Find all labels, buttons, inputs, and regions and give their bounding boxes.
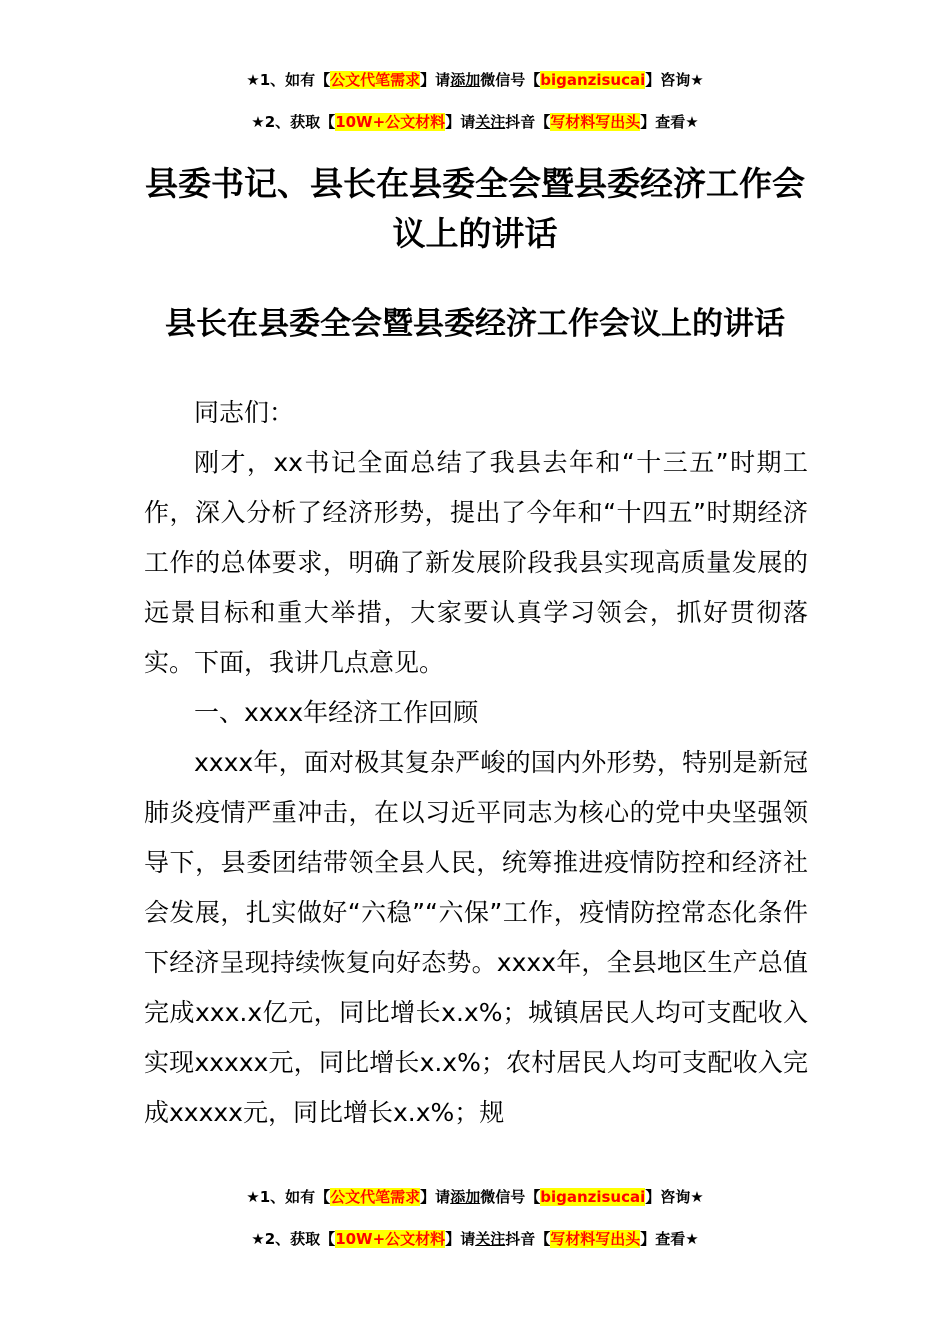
banner-text: 】请 <box>420 1188 451 1206</box>
banner-text: 】请 <box>445 1230 476 1248</box>
paragraph-intro: 刚才，xx书记全面总结了我县去年和“十三五”时期工作，深入分析了经济形势，提出了今年和“十四五”时期经济工作的总体要求，明确了新发展阶段我县实现高质量发展的远景目标和重大举措，大家要认真学习领会，抓好贯彻落实。下面，我讲几点意见。 <box>144 448 808 677</box>
banner-underlined-text: 添加 <box>450 1188 481 1206</box>
banner-text: ★2、获取【 <box>251 1230 336 1248</box>
header-banner-line-1 <box>0 70 950 90</box>
banner-highlight: 公文代笔需求 <box>330 71 421 89</box>
banner-text: 】请 <box>445 113 476 131</box>
banner-text: 微信号【 <box>480 71 541 89</box>
banner-highlight: 10W+公文材料 <box>335 1230 446 1248</box>
banner-underlined-text: 添加 <box>450 71 481 89</box>
document-body <box>144 388 808 1138</box>
banner-text: 】咨询★ <box>645 1188 704 1206</box>
footer-banner-line-2 <box>0 1229 950 1249</box>
paragraph-review: xxxx年，面对极其复杂严峻的国内外形势，特别是新冠肺炎疫情严重冲击，在以习近平同志为核心的党中央坚强领导下，县委团结带领全县人民，统筹推进疫情防控和经济社会发展，扎实做好“六稳”“六保”工作，疫情防控常态化条件下经济呈现持续恢复向好态势。xxxx年，全县地区生产总值完成xxx.x亿元，同比增长x.x%；城镇居民人均可支配收入实现xxxxx元，同比增长x.x%；农村居民人均可支配收入完成xxxxx元，同比增长x.x%；规 <box>144 748 808 1127</box>
banner-highlight: 写材料写出头 <box>550 113 641 131</box>
banner-highlight: 公文代笔需求 <box>330 1188 421 1206</box>
banner-text: 】查看★ <box>640 1230 699 1248</box>
banner-highlight: 10W+公文材料 <box>335 113 446 131</box>
banner-text: 】请 <box>420 71 451 89</box>
banner-text: 】查看★ <box>640 113 699 131</box>
banner-highlight: 写材料写出头 <box>550 1230 641 1248</box>
banner-text: 微信号【 <box>480 1188 541 1206</box>
banner-highlight: biganzisucai <box>540 71 646 89</box>
document-subtitle: 县长在县委全会暨县委经济工作会议上的讲话 <box>165 306 785 342</box>
banner-highlight: biganzisucai <box>540 1188 646 1206</box>
banner-text: 】咨询★ <box>645 71 704 89</box>
banner-text: 抖音【 <box>505 113 551 131</box>
banner-text: ★2、获取【 <box>251 113 336 131</box>
banner-underlined-text: 关注 <box>475 113 506 131</box>
banner-text: 抖音【 <box>505 1230 551 1248</box>
banner-text: ★1、如有【 <box>246 71 331 89</box>
header-banner-line-2 <box>0 112 950 132</box>
section-heading: 一、xxxx年经济工作回顾 <box>194 698 479 727</box>
banner-text: ★1、如有【 <box>246 1188 331 1206</box>
document-title: 县委书记、县长在县委全会暨县委经济工作会议上的讲话 <box>145 164 805 253</box>
footer-banner-line-1 <box>0 1187 950 1207</box>
banner-underlined-text: 关注 <box>475 1230 506 1248</box>
paragraph-salutation: 同志们： <box>194 398 295 427</box>
